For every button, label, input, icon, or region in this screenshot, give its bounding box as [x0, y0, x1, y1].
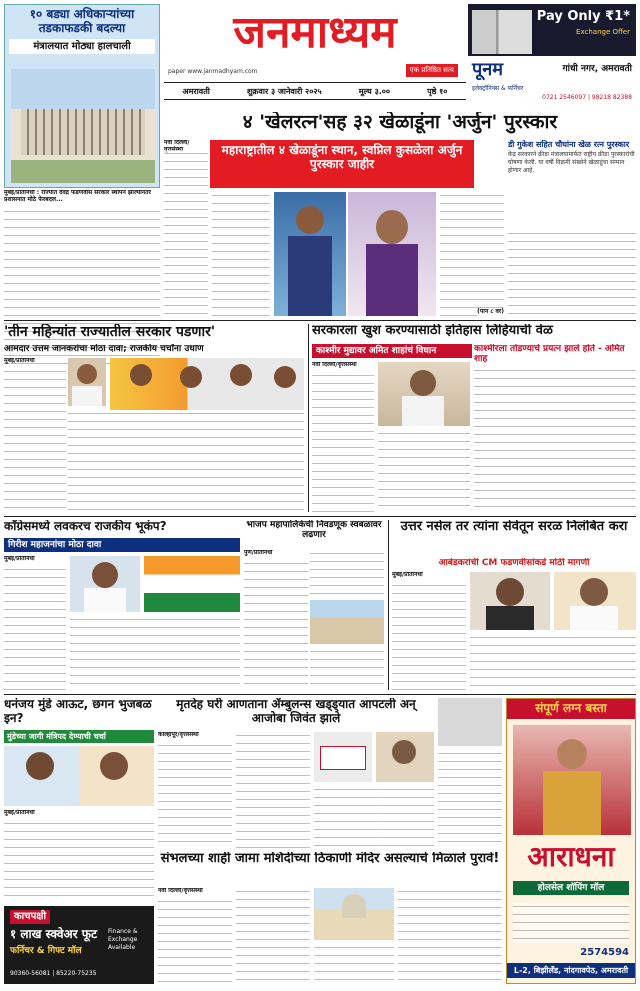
right-ad-phone: 2574594 — [580, 947, 629, 958]
fadnavis-photo — [554, 572, 636, 630]
sambhal-dateline: नवी दिल्ली/वृत्तसंस्था — [158, 888, 203, 894]
bottom-ad-side: Finance & Exchange Available — [108, 928, 138, 951]
bridal-photo — [513, 725, 631, 835]
ambedkar-photo — [470, 572, 550, 630]
lead-col-4 — [508, 230, 636, 316]
athlete-photo-1 — [274, 192, 346, 316]
top-ad[interactable] — [468, 4, 636, 108]
misc-photo — [438, 698, 502, 746]
munde-strap: मुंडेच्या जागी मंत्रिपद देण्याची चर्चा — [4, 730, 154, 743]
bottom-ad-phone: 90360-56081 | 85220-75235 — [10, 970, 97, 977]
left-teaser-subhead: मंत्रालयात मोठ्या हालचाली — [9, 39, 155, 55]
history-headline[interactable]: सरकारला खुश करण्यासाठी इतिहास लिहियाची वेळ — [312, 324, 553, 338]
politicians-group-photo — [110, 358, 304, 410]
congress-headline[interactable]: काँग्रेसमध्ये लवकरच राजकीय भूकंप? — [4, 520, 167, 533]
grandfather-photo — [376, 732, 434, 782]
munde-dateline: मुंबई/प्रतिनिधी — [4, 810, 35, 816]
right-ad-banner: संपूर्ण लग्न बस्ता — [507, 699, 635, 719]
bjp-col-3 — [310, 648, 384, 690]
bottom-ad-offer-sub: फर्निचर & गिफ्ट मॉल — [10, 946, 82, 956]
right-ad-brand-sub: होलसेल शॉपिंग मॉल — [513, 881, 629, 895]
lead-col-1 — [164, 140, 208, 316]
top-ad-strip — [468, 56, 636, 108]
history-box-headline: काश्मीरला तोडण्याचे प्रयत्न झाले होते - अमित शाह — [474, 344, 625, 365]
ambulance-col-3 — [314, 786, 434, 848]
lead-side-box[interactable] — [508, 140, 636, 226]
lead-continued[interactable]: (पान ८ वर) — [477, 308, 504, 315]
masthead-website[interactable]: paper www.janmadhyam.com — [168, 68, 258, 75]
misc-col — [438, 698, 502, 848]
politics-col-1 — [4, 358, 66, 512]
lead-side-text: केंद्र सरकारने क्रीडा मंत्रालयामार्फत राष्ट्रीय क्रीडा पुरस्कारांची घोषणा केली. या वर्षी विक्रमी संख्येने खेळाडूंचा सन्मान होणार आहे. — [508, 151, 635, 175]
lead-side-headline: डी गुकेश सहित चौघांना खेळ रत्न पुरस्कार — [508, 140, 630, 149]
top-ad-address: गांधी नगर, अमरावती — [562, 64, 632, 74]
congress-dateline: मुंबई/प्रतिनिधी — [4, 556, 35, 562]
politics-dateline: मुंबई/प्रतिनिधी — [4, 358, 35, 364]
top-ad-pay-only-sub: Exchange Offer — [576, 28, 630, 36]
lead-headline[interactable]: ४ 'खेलरत्न'सह ३२ खेळाडूंना 'अर्जुन' पुरस्कार — [242, 112, 558, 133]
congress-flag-photo — [144, 556, 240, 612]
left-teaser[interactable] — [4, 4, 160, 188]
ambulance-dateline: कोल्हापूर/वृत्तसंस्था — [158, 732, 199, 738]
sambhal-col-2 — [236, 888, 310, 984]
congress-strap: गिरीश महाजनांचा मोठा दावा — [4, 538, 240, 552]
suspend-col-2 — [470, 634, 636, 690]
masthead-tagline: एक प्रतिष्ठित सत्य — [406, 64, 458, 77]
munde-headline[interactable]: धनंजय मुंडे आऊट, छगन भुजबळ इन? — [4, 698, 152, 725]
right-ad[interactable] — [506, 698, 636, 984]
left-teaser-text — [4, 190, 160, 368]
right-ad-brand: आराधना — [527, 840, 615, 873]
sambhal-col-3 — [314, 944, 394, 984]
bjp-col-1 — [244, 550, 308, 690]
amit-shah-photo — [378, 362, 470, 426]
bottom-ad-brand: काचपक्षी — [10, 910, 50, 924]
masthead-dateline-bar — [164, 82, 466, 100]
mantralaya-photo — [11, 69, 155, 183]
masthead-pages: पृष्ठे १० — [427, 86, 448, 96]
lead-dateline: नवी दिल्ली/ — [164, 140, 190, 146]
lead-subhead: महाराष्ट्रातील ४ खेळाडूंना स्थान, स्वप्निल कुसळेला अर्जुन पुरस्कार जाहीर — [221, 143, 463, 171]
lead-col-3 — [440, 192, 504, 316]
politics-headline[interactable]: 'तीन महिन्यांत राज्यातील सरकार पडणार' — [4, 324, 216, 340]
suspend-col-1 — [392, 572, 466, 690]
history-col-2 — [378, 430, 470, 512]
masthead-date: शुक्रवार ३ जानेवारी २०२५ — [246, 86, 322, 96]
left-teaser-dateline: मुंबई/प्रतिनिधी : राज्यात देवेंद्र फडणवीस सरकार स्थापन झाल्यानंतर प्रशासनात मोठे फेरबदल... — [4, 190, 151, 203]
suspend-dateline: मुंबई/प्रतिनिधी — [392, 572, 423, 578]
history-col-1 — [312, 362, 374, 512]
lead-subhead-box — [210, 140, 474, 188]
history-dateline: नवी दिल्ली/वृत्तसंस्था — [312, 362, 357, 368]
history-strap: काश्मीर मुद्यावर अमित शाहांचं विधान — [312, 344, 472, 358]
masthead-price: मूल्य ३.०० — [358, 86, 391, 96]
masthead[interactable] — [164, 4, 466, 108]
suspend-headline[interactable]: उत्तर नसेल तर त्यांना सेवेतून सरळ निलंबित करा — [400, 520, 628, 534]
sambhal-col-1 — [158, 888, 232, 984]
congress-col-1 — [4, 556, 66, 690]
ambulance-headline[interactable]: मृतदेह घरी आणताना ॲम्बुलन्स खड्ड्यात आपटली अन् आजोबा जिवंत झाले — [176, 698, 416, 725]
bjp-headline[interactable]: भाजप महापालिकेची निवडणूक स्वबळावर लढणार — [246, 520, 382, 541]
politics-col-2 — [68, 410, 304, 512]
bjp-dateline: पुणे/प्रतिनिधी — [244, 550, 273, 556]
munde-bhujbal-photo — [4, 746, 154, 806]
ambulance-col-2 — [236, 732, 310, 848]
right-ad-address: L-2, बिझीलँड, नांदगावपेठ, अमरावती — [507, 963, 635, 978]
congress-col-2 — [70, 616, 240, 690]
appliance-photo — [472, 10, 532, 54]
top-ad-phone: 0721 2546097 | 98218 82388 — [542, 94, 632, 101]
athlete-photo-2 — [348, 192, 436, 316]
politics-subhead: आमदार उत्तम जानकरांचा मोठा दावा; राजकीय चर्चांना उधाण — [4, 344, 204, 354]
ambulance-col-1 — [158, 732, 232, 848]
bjp-col-2 — [310, 550, 384, 598]
mosque-photo — [314, 888, 394, 940]
left-teaser-headline: १० बड्या अधिकाऱ्यांच्या तडकाफडकी बदल्या — [29, 7, 135, 35]
politician-photo-small — [68, 358, 106, 406]
suspend-subhead: आबेडकरांची CM फडणवीसांकडे मोठी मागणी — [438, 558, 590, 568]
munde-text — [4, 810, 154, 902]
mahajan-photo — [70, 556, 140, 612]
masthead-title: जनमाध्यम — [233, 7, 397, 58]
top-ad-pay-only: Pay Only ₹1* — [536, 9, 630, 24]
bottom-ad[interactable] — [4, 906, 154, 984]
top-ad-brand-sub: इलेक्ट्रॉनिक्स & फर्निचर — [472, 85, 524, 92]
top-ad-brand: पूनम — [472, 59, 503, 80]
sambhal-col-4 — [398, 888, 502, 984]
masthead-city: अमरावती — [182, 86, 210, 96]
lead-col-2 — [212, 192, 270, 316]
municipal-building-photo — [310, 600, 384, 644]
sambhal-headline[interactable]: संभलच्या शाही जामा मशिदीच्या ठिकाणी मंदिर असल्याचे मिळाले पुरावे! — [160, 852, 500, 866]
ambulance-photo — [314, 732, 372, 782]
history-box[interactable] — [474, 344, 636, 512]
bottom-ad-offer: १ लाख स्क्वेअर फूट — [10, 927, 98, 941]
